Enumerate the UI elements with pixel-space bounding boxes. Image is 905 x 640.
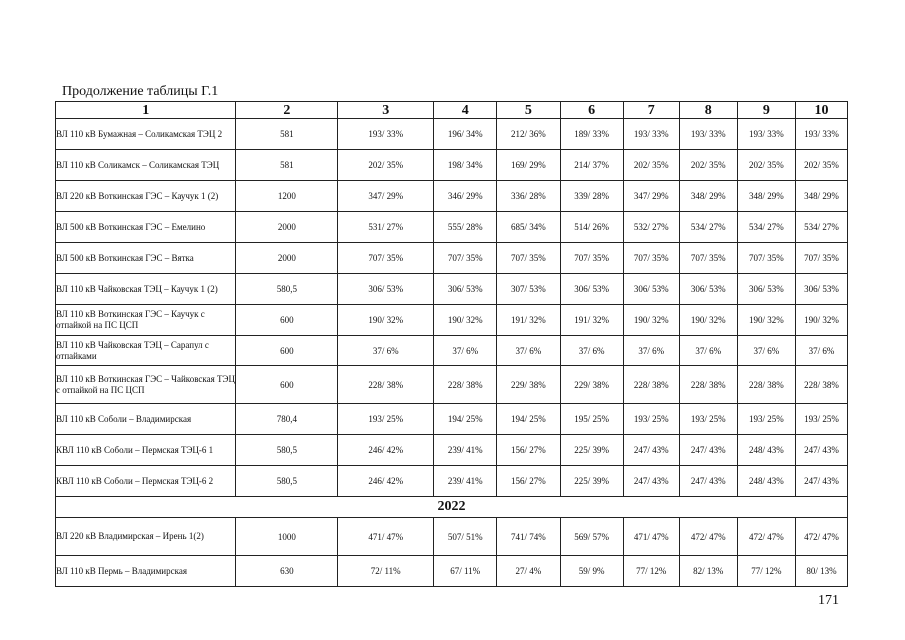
capacity-cell: 2000	[236, 212, 338, 243]
load-cell: 247/ 43%	[795, 466, 847, 497]
load-cell: 707/ 35%	[795, 243, 847, 274]
column-header: 8	[679, 102, 737, 119]
line-name-cell: ВЛ 500 кВ Воткинская ГЭС – Емелино	[56, 212, 236, 243]
table-row	[56, 518, 848, 556]
load-cell: 190/ 32%	[338, 305, 434, 336]
load-cell: 472/ 47%	[795, 518, 847, 556]
table-row	[56, 212, 848, 243]
line-name-cell: ВЛ 110 кВ Соликамск – Соликамская ТЭЦ	[56, 150, 236, 181]
load-cell: 346/ 29%	[434, 181, 497, 212]
load-cell: 239/ 41%	[434, 435, 497, 466]
table-caption: Продолжение таблицы Г.1	[62, 84, 219, 99]
load-cell: 514/ 26%	[560, 212, 623, 243]
load-cell: 193/ 33%	[338, 119, 434, 150]
table-row	[56, 150, 848, 181]
load-cell: 193/ 25%	[338, 404, 434, 435]
column-header: 9	[737, 102, 795, 119]
load-cell: 239/ 41%	[434, 466, 497, 497]
capacity-cell: 630	[236, 556, 338, 587]
capacity-cell: 600	[236, 305, 338, 336]
load-cell: 190/ 32%	[623, 305, 679, 336]
load-cell: 685/ 34%	[497, 212, 560, 243]
load-cell: 472/ 47%	[679, 518, 737, 556]
load-cell: 27/ 4%	[497, 556, 560, 587]
load-cell: 169/ 29%	[497, 150, 560, 181]
load-cell: 228/ 38%	[623, 366, 679, 404]
load-cell: 37/ 6%	[737, 336, 795, 366]
load-cell: 348/ 29%	[679, 181, 737, 212]
table-row	[56, 274, 848, 305]
load-cell: 307/ 53%	[497, 274, 560, 305]
load-cell: 193/ 33%	[737, 119, 795, 150]
load-cell: 80/ 13%	[795, 556, 847, 587]
load-cell: 37/ 6%	[795, 336, 847, 366]
capacity-cell: 1000	[236, 518, 338, 556]
load-cell: 195/ 25%	[560, 404, 623, 435]
load-cell: 228/ 38%	[679, 366, 737, 404]
line-name-cell: ВЛ 220 кВ Воткинская ГЭС – Каучук 1 (2)	[56, 181, 236, 212]
capacity-cell: 600	[236, 336, 338, 366]
table-row	[56, 181, 848, 212]
capacity-cell: 2000	[236, 243, 338, 274]
line-name-cell: ВЛ 500 кВ Воткинская ГЭС – Вятка	[56, 243, 236, 274]
load-cell: 707/ 35%	[560, 243, 623, 274]
load-cell: 229/ 38%	[497, 366, 560, 404]
load-cell: 707/ 35%	[737, 243, 795, 274]
line-name-cell: ВЛ 110 кВ Пермь – Владимирская	[56, 556, 236, 587]
load-cell: 472/ 47%	[737, 518, 795, 556]
line-name-cell: ВЛ 110 кВ Воткинская ГЭС – Чайковская ТЭЦ с отпайкой на ПС ЦСП	[56, 366, 236, 404]
table-row	[56, 466, 848, 497]
load-cell: 190/ 32%	[679, 305, 737, 336]
load-cell: 555/ 28%	[434, 212, 497, 243]
load-cell: 37/ 6%	[338, 336, 434, 366]
line-name-cell: КВЛ 110 кВ Соболи – Пермская ТЭЦ-6 2	[56, 466, 236, 497]
load-cell: 37/ 6%	[560, 336, 623, 366]
load-cell: 156/ 27%	[497, 466, 560, 497]
column-header: 5	[497, 102, 560, 119]
table-row	[56, 404, 848, 435]
table-body-before	[56, 119, 848, 497]
load-cell: 248/ 43%	[737, 435, 795, 466]
load-cell: 202/ 35%	[795, 150, 847, 181]
load-cell: 741/ 74%	[497, 518, 560, 556]
load-cell: 306/ 53%	[338, 274, 434, 305]
load-cell: 247/ 43%	[679, 435, 737, 466]
load-cell: 336/ 28%	[497, 181, 560, 212]
load-cell: 191/ 32%	[560, 305, 623, 336]
load-cell: 202/ 35%	[679, 150, 737, 181]
load-cell: 228/ 38%	[434, 366, 497, 404]
load-cell: 156/ 27%	[497, 435, 560, 466]
load-cell: 202/ 35%	[623, 150, 679, 181]
load-cell: 198/ 34%	[434, 150, 497, 181]
load-cell: 707/ 35%	[434, 243, 497, 274]
load-cell: 190/ 32%	[795, 305, 847, 336]
load-cell: 306/ 53%	[560, 274, 623, 305]
line-name-cell: ВЛ 110 кВ Соболи – Владимирская	[56, 404, 236, 435]
load-cell: 212/ 36%	[497, 119, 560, 150]
load-cell: 306/ 53%	[434, 274, 497, 305]
load-cell: 471/ 47%	[338, 518, 434, 556]
load-cell: 532/ 27%	[623, 212, 679, 243]
load-cell: 247/ 43%	[623, 435, 679, 466]
load-cell: 229/ 38%	[560, 366, 623, 404]
load-cell: 306/ 53%	[679, 274, 737, 305]
load-cell: 247/ 43%	[795, 435, 847, 466]
table-body-after	[56, 518, 848, 587]
load-cell: 707/ 35%	[497, 243, 560, 274]
load-cell: 196/ 34%	[434, 119, 497, 150]
table-row	[56, 119, 848, 150]
load-cell: 37/ 6%	[679, 336, 737, 366]
load-cell: 194/ 25%	[434, 404, 497, 435]
column-header: 10	[795, 102, 847, 119]
load-cell: 194/ 25%	[497, 404, 560, 435]
load-cell: 228/ 38%	[338, 366, 434, 404]
load-cell: 471/ 47%	[623, 518, 679, 556]
load-cell: 339/ 28%	[560, 181, 623, 212]
table-row	[56, 366, 848, 404]
load-cell: 248/ 43%	[737, 466, 795, 497]
load-cell: 347/ 29%	[623, 181, 679, 212]
load-cell: 707/ 35%	[338, 243, 434, 274]
load-cell: 348/ 29%	[737, 181, 795, 212]
year-row	[56, 497, 848, 518]
load-cell: 247/ 43%	[679, 466, 737, 497]
load-cell: 707/ 35%	[623, 243, 679, 274]
load-cell: 67/ 11%	[434, 556, 497, 587]
table-row	[56, 305, 848, 336]
load-cell: 77/ 12%	[737, 556, 795, 587]
header-row	[56, 102, 848, 119]
capacity-cell: 600	[236, 366, 338, 404]
capacity-cell: 580,5	[236, 466, 338, 497]
table-row	[56, 243, 848, 274]
load-cell: 59/ 9%	[560, 556, 623, 587]
line-name-cell: ВЛ 110 кВ Чайковская ТЭЦ – Сарапул с отпайками	[56, 336, 236, 366]
load-cell: 37/ 6%	[623, 336, 679, 366]
load-cell: 246/ 42%	[338, 435, 434, 466]
capacity-cell: 580,5	[236, 274, 338, 305]
column-header: 4	[434, 102, 497, 119]
load-cell: 190/ 32%	[434, 305, 497, 336]
line-name-cell: КВЛ 110 кВ Соболи – Пермская ТЭЦ-6 1	[56, 435, 236, 466]
load-cell: 37/ 6%	[497, 336, 560, 366]
load-cell: 569/ 57%	[560, 518, 623, 556]
load-cell: 214/ 37%	[560, 150, 623, 181]
load-cell: 82/ 13%	[679, 556, 737, 587]
load-cell: 534/ 27%	[795, 212, 847, 243]
table-row	[56, 435, 848, 466]
load-cell: 193/ 25%	[795, 404, 847, 435]
load-cell: 306/ 53%	[795, 274, 847, 305]
load-cell: 306/ 53%	[737, 274, 795, 305]
load-cell: 507/ 51%	[434, 518, 497, 556]
table-row	[56, 556, 848, 587]
load-cell: 193/ 33%	[795, 119, 847, 150]
load-cell: 347/ 29%	[338, 181, 434, 212]
capacity-cell: 780,4	[236, 404, 338, 435]
load-cell: 77/ 12%	[623, 556, 679, 587]
load-cell: 348/ 29%	[795, 181, 847, 212]
year-label: 2022	[56, 497, 848, 518]
load-cell: 225/ 39%	[560, 466, 623, 497]
column-header: 7	[623, 102, 679, 119]
line-name-cell: ВЛ 110 кВ Чайковская ТЭЦ – Каучук 1 (2)	[56, 274, 236, 305]
line-name-cell: ВЛ 220 кВ Владимирская – Ирень 1(2)	[56, 518, 236, 556]
load-cell: 202/ 35%	[737, 150, 795, 181]
load-cell: 246/ 42%	[338, 466, 434, 497]
load-cell: 225/ 39%	[560, 435, 623, 466]
load-cell: 193/ 33%	[623, 119, 679, 150]
column-header: 1	[56, 102, 236, 119]
table-row	[56, 336, 848, 366]
load-cell: 707/ 35%	[679, 243, 737, 274]
load-cell: 531/ 27%	[338, 212, 434, 243]
load-cell: 37/ 6%	[434, 336, 497, 366]
column-header: 3	[338, 102, 434, 119]
line-name-cell: ВЛ 110 кВ Бумажная – Соликамская ТЭЦ 2	[56, 119, 236, 150]
load-cell: 189/ 33%	[560, 119, 623, 150]
load-cell: 228/ 38%	[737, 366, 795, 404]
load-cell: 193/ 25%	[623, 404, 679, 435]
load-cell: 72/ 11%	[338, 556, 434, 587]
page-number: 171	[818, 593, 839, 608]
column-header: 2	[236, 102, 338, 119]
capacity-cell: 581	[236, 150, 338, 181]
capacity-cell: 1200	[236, 181, 338, 212]
load-cell: 193/ 33%	[679, 119, 737, 150]
line-name-cell: ВЛ 110 кВ Воткинская ГЭС – Каучук с отпайкой на ПС ЦСП	[56, 305, 236, 336]
load-cell: 193/ 25%	[679, 404, 737, 435]
load-cell: 534/ 27%	[737, 212, 795, 243]
data-table	[55, 101, 848, 587]
load-cell: 306/ 53%	[623, 274, 679, 305]
load-cell: 247/ 43%	[623, 466, 679, 497]
load-cell: 190/ 32%	[737, 305, 795, 336]
capacity-cell: 581	[236, 119, 338, 150]
load-cell: 228/ 38%	[795, 366, 847, 404]
load-cell: 193/ 25%	[737, 404, 795, 435]
column-header: 6	[560, 102, 623, 119]
capacity-cell: 580,5	[236, 435, 338, 466]
load-cell: 534/ 27%	[679, 212, 737, 243]
load-cell: 191/ 32%	[497, 305, 560, 336]
load-cell: 202/ 35%	[338, 150, 434, 181]
